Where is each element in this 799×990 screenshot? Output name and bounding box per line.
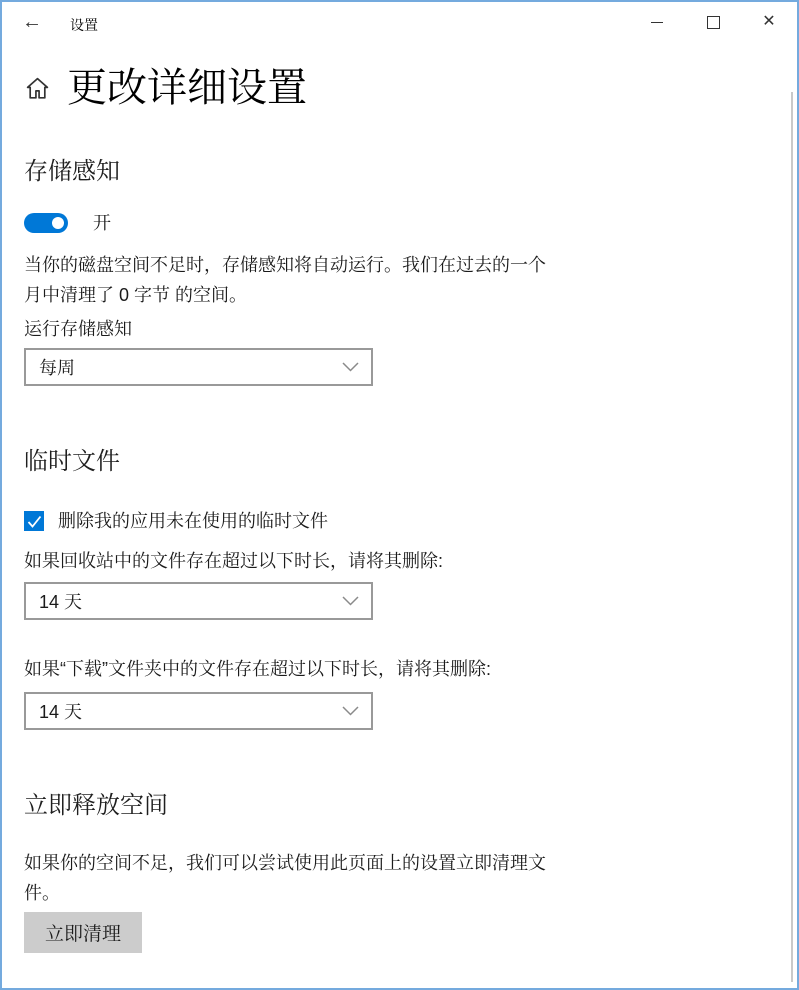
run-storage-sense-label: 运行存储感知 xyxy=(24,319,132,339)
close-button[interactable] xyxy=(741,2,797,42)
delete-temp-files-label: 删除我的应用未在使用的临时文件 xyxy=(58,511,328,531)
window-controls xyxy=(629,2,797,42)
titlebar xyxy=(2,2,797,42)
storage-sense-frequency-dropdown[interactable] xyxy=(24,348,373,386)
temp-files-heading: 临时文件 xyxy=(24,448,120,475)
page-header xyxy=(24,64,767,112)
dropdown-selected-value: 14 天 xyxy=(39,702,83,722)
delete-temp-files-checkbox-row[interactable] xyxy=(24,510,767,532)
storage-sense-toggle[interactable] xyxy=(24,213,68,233)
minimize-icon xyxy=(651,22,663,23)
recycle-bin-duration-dropdown[interactable] xyxy=(24,582,373,620)
chevron-down-icon xyxy=(342,706,359,716)
back-button[interactable] xyxy=(12,5,52,39)
clean-now-button[interactable]: 立即清理 xyxy=(24,912,142,953)
chevron-down-icon xyxy=(342,596,359,606)
dropdown-selected-value: 每周 xyxy=(39,358,75,378)
window-title: 设置 xyxy=(70,17,98,33)
storage-sense-toggle-row xyxy=(24,212,767,234)
downloads-duration-dropdown[interactable] xyxy=(24,692,373,730)
dropdown-selected-value: 14 天 xyxy=(39,592,83,612)
back-arrow-icon: ← xyxy=(22,10,42,33)
recycle-bin-label: 如果回收站中的文件存在超过以下时长，请将其删除: xyxy=(24,551,443,571)
close-icon: ✕ xyxy=(762,13,776,30)
checkmark-icon xyxy=(27,515,42,528)
chevron-down-icon xyxy=(342,362,359,372)
toggle-knob-icon xyxy=(52,217,64,229)
storage-sense-description: 当你的磁盘空间不足时，存储感知将自动运行。我们在过去的一个月中清理了 0 字节 的空间。 xyxy=(24,255,546,305)
toggle-state-label: 开 xyxy=(93,213,111,233)
free-up-space-heading: 立即释放空间 xyxy=(24,792,168,819)
maximize-icon xyxy=(707,16,720,29)
home-icon xyxy=(24,75,51,102)
page-content xyxy=(2,64,797,953)
downloads-folder-label: 如果“下载”文件夹中的文件存在超过以下时长，请将其删除: xyxy=(24,659,491,679)
storage-sense-heading: 存储感知 xyxy=(24,158,120,185)
checkbox-checked-icon[interactable] xyxy=(24,511,44,531)
free-up-space-description: 如果你的空间不足，我们可以尝试使用此页面上的设置立即清理文件。 xyxy=(24,853,546,903)
maximize-button[interactable] xyxy=(685,2,741,42)
minimize-button[interactable] xyxy=(629,2,685,42)
page-title: 更改详细设置 xyxy=(67,66,307,110)
scrollbar[interactable] xyxy=(791,92,793,982)
